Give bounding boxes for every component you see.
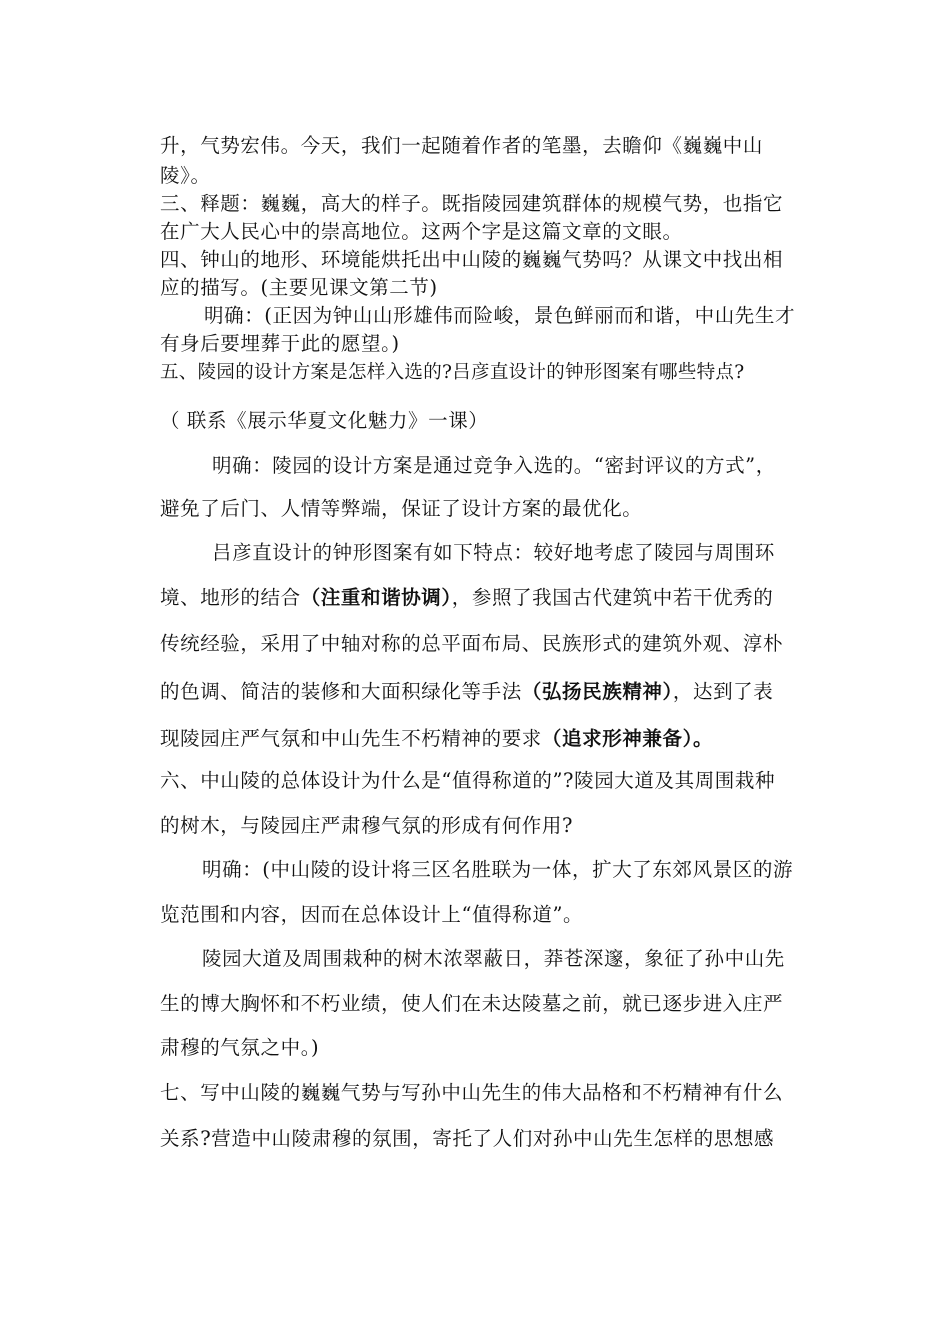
- text-run: 现陵园庄严气氛和中山先生不朽精神的要求: [160, 727, 542, 750]
- text-line: 升，气势宏伟。今天，我们一起随着作者的笔墨，去瞻仰《巍巍中山: [160, 134, 764, 157]
- text-line: [160, 680, 773, 704]
- answer-line: 明确：(正因为钟山山形雄伟而险峻，景色鲜丽而和谐，中山先生才: [204, 304, 796, 327]
- emphasis-note: （注重和谐协调）: [300, 586, 452, 609]
- emphasis-note: （追求形神兼备）。: [541, 727, 714, 750]
- text-run: 的色调、简洁的装修和大面积绿化等手法: [160, 680, 522, 703]
- answer-line: 明确：陵园的设计方案是通过竞争入选的。“密封评议的方式”，: [212, 454, 776, 477]
- text-line: 的树木，与陵园庄严肃穆气氛的形成有何作用?: [160, 814, 574, 837]
- text-line: [160, 727, 713, 751]
- section-7-question: 七、写中山陵的巍巍气势与写孙中山先生的伟大品格和不朽精神有什么: [160, 1081, 784, 1104]
- text-line: 在广大人民心中的崇高地位。这两个字是这篇文章的文眼。: [160, 220, 683, 243]
- text-line: 关系?营造中山陵肃穆的氛围，寄托了人们对孙中山先生怎样的思想感: [160, 1127, 775, 1150]
- text-line: 生的博大胸怀和不朽业绩，使人们在未达陵墓之前，就已逐步进入庄严: [160, 992, 784, 1015]
- section-4-question: 四、钟山的地形、环境能烘托出中山陵的巍巍气势吗？从课文中找出相: [160, 248, 784, 271]
- section-3-heading: 三、释题：巍巍，高大的样子。既指陵园建筑群体的规模气势，也指它: [160, 192, 784, 215]
- emphasis-note: （弘扬民族精神）: [521, 680, 673, 703]
- text-line: 有身后要埋葬于此的愿望。): [160, 332, 400, 355]
- text-line: 陵》。: [160, 164, 211, 187]
- text-line: 览范围和内容，因而在总体设计上“值得称道”。: [160, 903, 584, 926]
- text-line: 避免了后门、人情等弊端，保证了设计方案的最优化。: [160, 497, 643, 520]
- text-line: 肃穆的气氛之中。): [160, 1036, 320, 1059]
- text-run: 境、地形的结合: [160, 586, 301, 609]
- text-line: 传统经验，采用了中轴对称的总平面布局、民族形式的建筑外观、淳朴: [160, 632, 784, 655]
- text-run: ，参照了我国古代建筑中若干优秀的: [451, 586, 774, 609]
- text-line: 陵园大道及周围栽种的树木浓翠蔽日，莽苍深邃，象征了孙中山先: [202, 947, 785, 970]
- text-line: [160, 586, 773, 610]
- section-5-question: 五、陵园的设计方案是怎样入选的?吕彦直设计的钟形图案有哪些特点?: [160, 362, 745, 383]
- section-6-question: 六、中山陵的总体设计为什么是“值得称道的”?陵园大道及其周围栽种: [160, 769, 776, 792]
- text-run: ，达到了表: [672, 680, 774, 703]
- answer-line: 明确：(中山陵的设计将三区名胜联为一体，扩大了东郊风景区的游: [202, 858, 794, 881]
- text-line: 应的描写。(主要见课文第二节): [160, 276, 438, 299]
- text-line: （ 联系《展示华夏文化魅力》一课）: [160, 409, 489, 432]
- text-line: 吕彦直设计的钟形图案有如下特点：较好地考虑了陵园与周围环: [212, 541, 775, 564]
